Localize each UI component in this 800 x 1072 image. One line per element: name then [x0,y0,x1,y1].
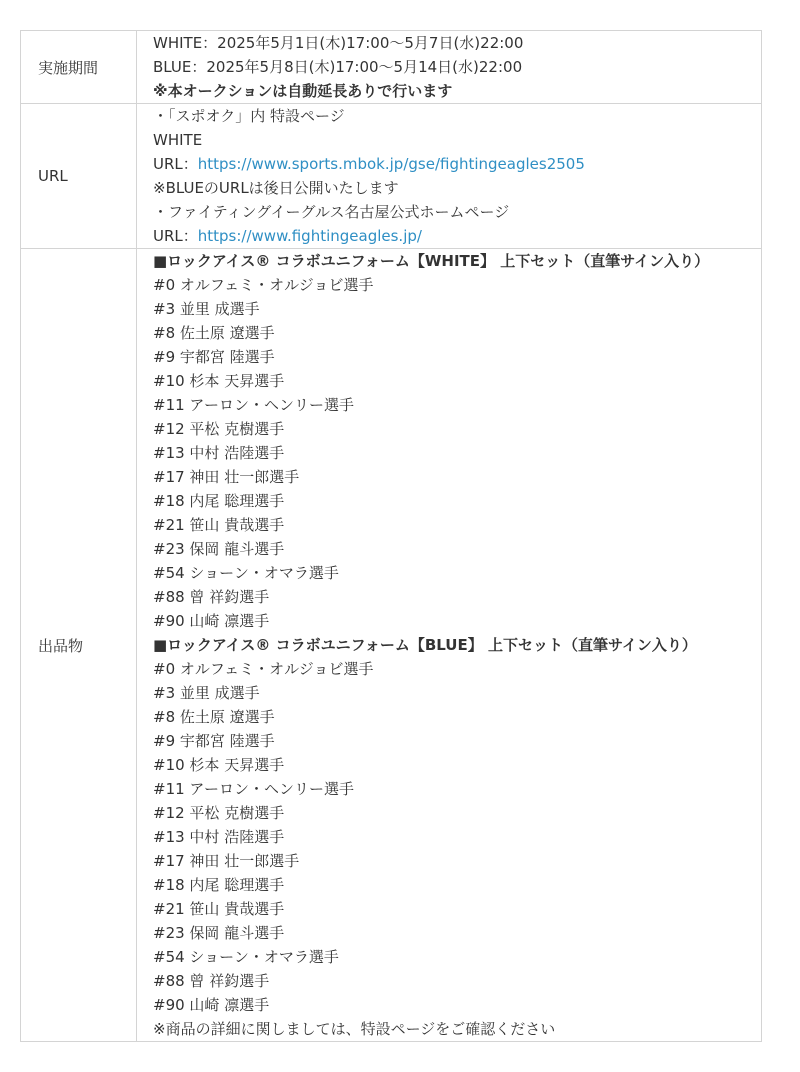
items-value [137,249,762,1042]
list-item: #9 宇都宮 陸選手 [153,732,275,750]
list-item: #3 並里 成選手 [153,300,260,318]
period-label: 実施期間 [21,31,137,104]
list-item: #3 並里 成選手 [153,684,260,702]
url-label: URL [21,104,137,249]
items-label: 出品物 [21,249,137,1042]
list-item: #10 杉本 天昇選手 [153,756,285,774]
list-item: #90 山崎 凛選手 [153,612,270,630]
url-row [21,104,762,249]
list-item: #12 平松 克樹選手 [153,420,285,438]
items-row [21,249,762,1042]
blue-url-note: ※BLUEのURLは後日公開いたします [153,179,399,197]
white-label: WHITE [153,131,203,149]
period-row [21,31,762,104]
list-item: #23 保岡 龍斗選手 [153,540,285,558]
list-item: #8 佐土原 遼選手 [153,324,275,342]
period-note: ※本オークションは自動延長ありで行います [153,82,453,100]
list-item: #88 曾 祥鈞選手 [153,588,270,606]
official-url-link[interactable]: https://www.fightingeagles.jp/ [197,227,422,245]
blue-heading: ■ロックアイス® コラボユニフォーム【BLUE】 上下セット（直筆サイン入り） [153,636,697,654]
list-item: #17 神田 壮一郎選手 [153,852,300,870]
list-item: #54 ショーン・オマラ選手 [153,948,339,966]
list-item: #11 アーロン・ヘンリー選手 [153,780,354,798]
list-item: #21 笹山 貴哉選手 [153,516,285,534]
period-value [137,31,762,104]
list-item: #23 保岡 龍斗選手 [153,924,285,942]
list-item: #18 内尾 聡理選手 [153,876,285,894]
list-item: #54 ショーン・オマラ選手 [153,564,339,582]
official-url-line [153,224,761,248]
list-item: #21 笹山 貴哉選手 [153,900,285,918]
list-item: #17 神田 壮一郎選手 [153,468,300,486]
list-item: #10 杉本 天昇選手 [153,372,285,390]
list-item: #90 山崎 凛選手 [153,996,270,1014]
list-item: #8 佐土原 遼選手 [153,708,275,726]
list-item: #9 宇都宮 陸選手 [153,348,275,366]
list-item: #13 中村 浩陸選手 [153,828,285,846]
sporoku-url-link[interactable]: https://www.sports.mbok.jp/gse/fightingeagles2505 [197,155,585,173]
official-url-prefix: URL： [153,227,198,245]
white-heading: ■ロックアイス® コラボユニフォーム【WHITE】 上下セット（直筆サイン入り） [153,252,710,270]
info-table [20,30,762,1042]
list-item: #0 オルフェミ・オルジョビ選手 [153,660,374,678]
url-prefix: URL： [153,155,198,173]
sporoku-url-line [153,152,761,176]
list-item: #88 曾 祥鈞選手 [153,972,270,990]
sporoku-heading: ・「スポオク」内 特設ページ [153,107,345,125]
url-value [137,104,762,249]
list-item: #18 内尾 聡理選手 [153,492,285,510]
list-item: #12 平松 克樹選手 [153,804,285,822]
period-white: WHITE：2025年5月1日(木)17:00〜5月7日(水)22:00 [153,34,524,52]
period-blue: BLUE：2025年5月8日(木)17:00〜5月14日(水)22:00 [153,58,523,76]
list-item: #11 アーロン・ヘンリー選手 [153,396,354,414]
footer-note: ※商品の詳細に関しましては、特設ページをご確認ください [153,1020,556,1038]
list-item: #0 オルフェミ・オルジョビ選手 [153,276,374,294]
official-heading: ・ファイティングイーグルス名古屋公式ホームページ [153,203,510,221]
list-item: #13 中村 浩陸選手 [153,444,285,462]
